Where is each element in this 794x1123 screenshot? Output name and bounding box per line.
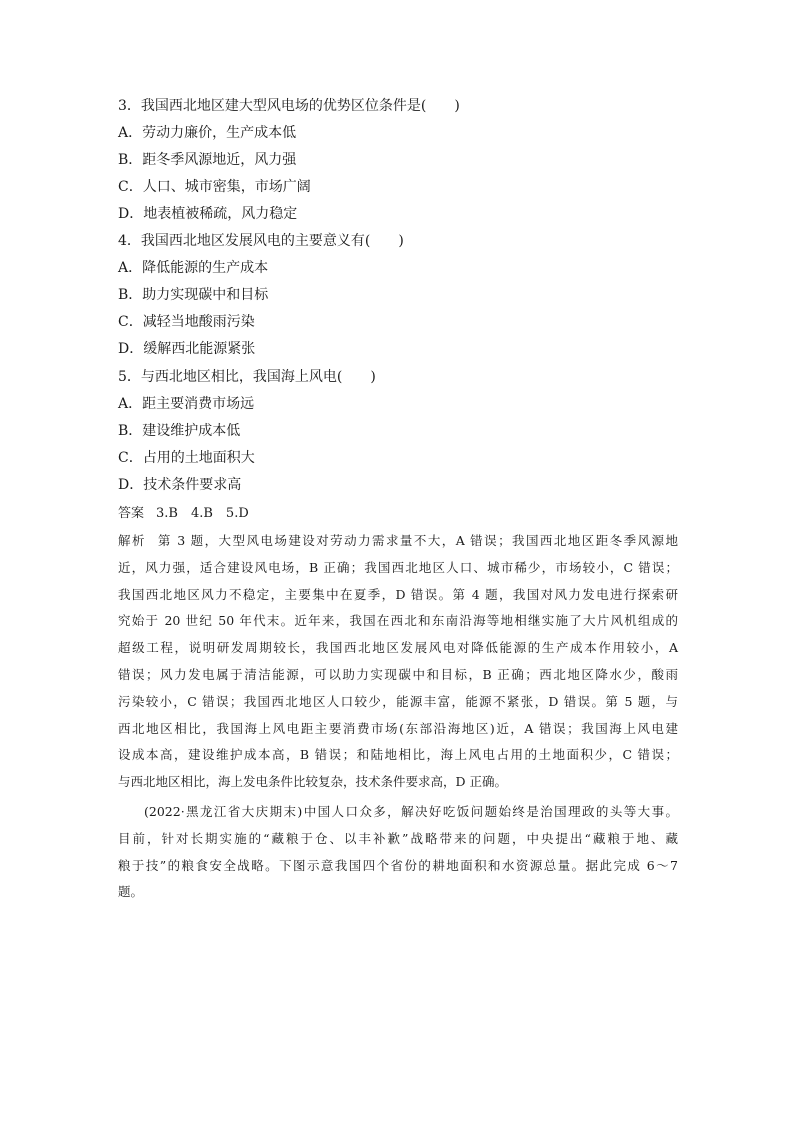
explanation-line: 近，风力强，适合建设风电场，B 正确；我国西北地区人口、城市稀少，市场较小，C 错误； (118, 559, 678, 575)
question-3-option-a: A．劳动力廉价，生产成本低 (118, 125, 297, 141)
question-3-option-d: D．地表植被稀疏，风力稳定 (118, 206, 298, 222)
explanation-line: 错误；风力发电属于清洁能源，可以助力实现碳中和目标，B 正确；西北地区降水少，酸雨 (118, 666, 678, 682)
answer-label: 答案 (118, 506, 145, 521)
explanation-line: 解析 第 3 题，大型风电场建设对劳动力需求量不大，A 错误；我国西北地区距冬季风源地 (118, 533, 678, 548)
intro-line: (2022·黑龙江省大庆期末)中国人口众多，解决好吃饭问题始终是治国理政的头等大事。 (144, 804, 678, 819)
question-5-option-d: D．技术条件要求高 (118, 477, 242, 493)
answer-line (118, 505, 249, 523)
question-4-stem: 4．我国西北地区发展风电的主要意义有( ) (118, 233, 404, 249)
material-intro (118, 799, 678, 906)
intro-line: 粮于技”的粮食安全战略。下图示意我国四个省份的耕地面积和水资源总量。据此完成 6～7 (118, 857, 678, 873)
intro-line: 题。 (118, 884, 144, 900)
explanation-line: 与西北地区相比，海上发电条件比较复杂，技术条件要求高，D 正确。 (118, 774, 507, 790)
explanation-line: 究始于 20 世纪 50 年代末。近年来，我国在西北和东南沿海等地相继实施了大片风机组成的 (118, 613, 678, 629)
explanation-line: 设成本高，建设维护成本高，B 错误；和陆地相比，海上风电占用的土地面积少，C 错误； (118, 747, 678, 763)
question-4-option-c: C．减轻当地酸雨污染 (118, 314, 255, 330)
question-4-option-b: B．助力实现碳中和目标 (118, 287, 269, 303)
question-3-stem: 3．我国西北地区建大型风电场的优势区位条件是( ) (118, 98, 460, 114)
question-3-option-c: C．人口、城市密集，市场广阔 (118, 179, 311, 195)
intro-line: 目前，针对长期实施的“藏粮于仓、以丰补歉”战略带来的问题，中央提出“藏粮于地、藏 (118, 830, 678, 846)
explanation-line: 我国西北地区风力不稳定，主要集中在夏季，D 错误。第 4 题，我国对风力发电进行探索研 (118, 586, 678, 602)
explanation-label: 解析 (118, 533, 146, 548)
question-5-option-b: B．建设维护成本低 (118, 423, 241, 439)
explanation-line: 超级工程，说明研发周期较长，我国西北地区发展风电对降低能源的生产成本作用较小，A (118, 640, 678, 656)
question-5-option-a: A．距主要消费市场远 (118, 396, 255, 412)
answer-text: 3.B 4.B 5.D (156, 506, 249, 521)
explanation-line: 西北地区相比，我国海上风电距主要消费市场(东部沿海地区)近，A 错误；我国海上风电建 (118, 720, 678, 736)
question-5-option-c: C．占用的土地面积大 (118, 450, 255, 466)
question-5-stem: 5．与西北地区相比，我国海上风电( ) (118, 369, 376, 385)
question-4-option-a: A．降低能源的生产成本 (118, 260, 269, 276)
question-3-option-b: B．距冬季风源地近，风力强 (118, 152, 297, 168)
explanation-block (118, 528, 678, 796)
question-4-option-d: D．缓解西北能源紧张 (118, 341, 256, 357)
explanation-line: 污染较小，C 错误；我国西北地区人口较少，能源丰富，能源不紧张，D 错误。第 5 题，与 (118, 693, 678, 709)
